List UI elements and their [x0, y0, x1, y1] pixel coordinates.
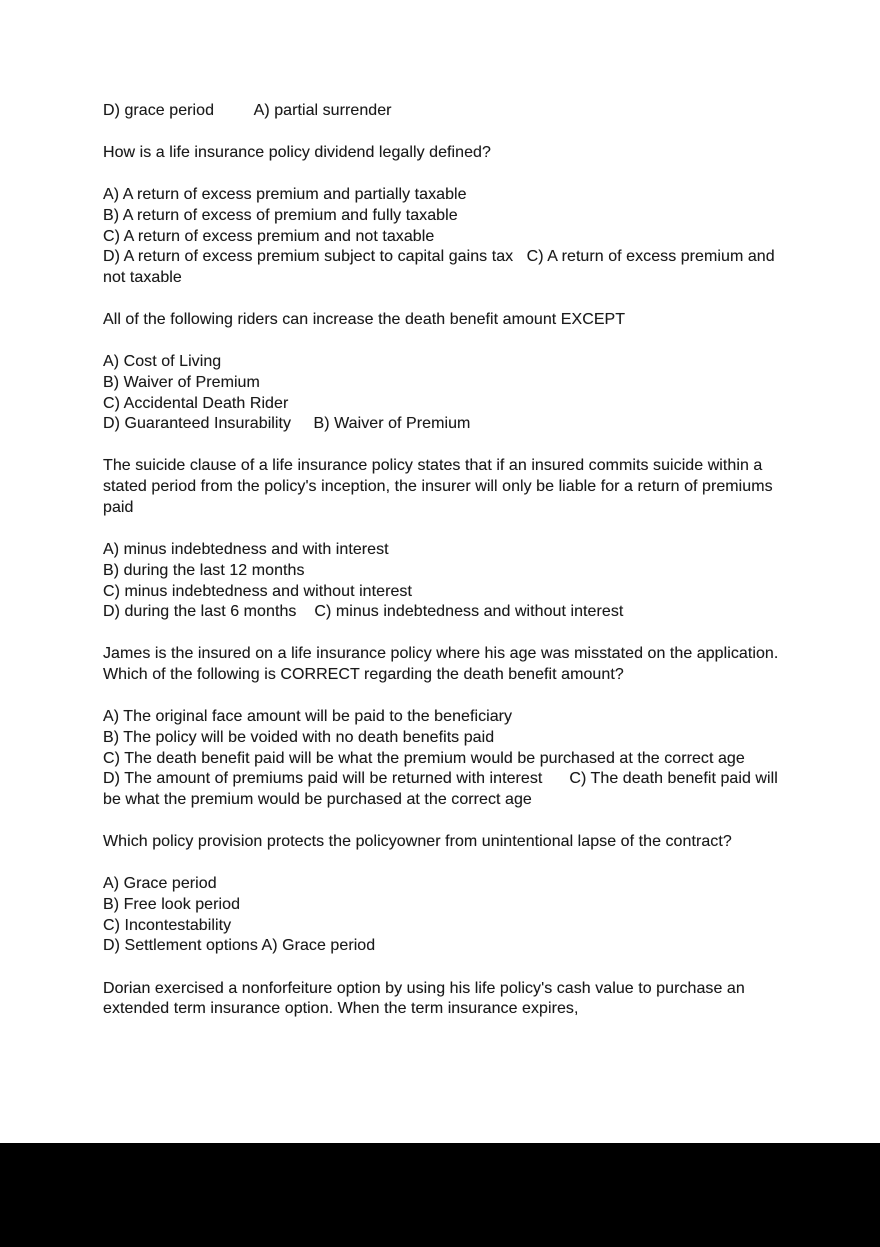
question-dividend-definition — [103, 143, 803, 164]
text-line: B) A return of excess of premium and fully taxable — [103, 206, 458, 224]
text-line: James is the insured on a life insurance policy where his age was misstated on the application. — [103, 645, 779, 663]
text-line: A) Grace period — [103, 875, 217, 893]
options-dividend-definition — [103, 185, 803, 289]
question-suicide-clause — [103, 456, 803, 518]
text-line: Which of the following is CORRECT regarding the death benefit amount? — [103, 666, 624, 684]
text-line: not taxable — [103, 269, 182, 287]
options-misstated-age — [103, 707, 803, 811]
options-suicide-clause — [103, 540, 803, 623]
question-nonforfeiture-extended-term — [103, 979, 803, 1021]
text-line: B) Waiver of Premium — [103, 373, 260, 391]
text-line: C) Incontestability — [103, 916, 232, 934]
orphan-answers-line — [103, 101, 803, 122]
text-line: C) Accidental Death Rider — [103, 394, 289, 412]
text-line: Dorian exercised a nonforfeiture option by using his life policy's cash value to purchase an — [103, 979, 745, 997]
text-line: A) Cost of Living — [103, 353, 222, 371]
document-content — [103, 101, 803, 1041]
text-line: A) The original face amount will be paid to the beneficiary — [103, 708, 513, 726]
text-line: D) grace period A) partial surrender — [103, 102, 392, 119]
text-line: C) The death benefit paid will be what the premium would be purchased at the correct age — [103, 749, 745, 767]
text-line: D) during the last 6 months C) minus indebtedness and without interest — [103, 603, 624, 621]
text-line: All of the following riders can increase the death benefit amount EXCEPT — [103, 311, 626, 329]
text-line: D) Settlement options A) Grace period — [103, 937, 376, 955]
options-riders-death-benefit — [103, 352, 803, 435]
text-line: How is a life insurance policy dividend legally defined? — [103, 144, 491, 162]
options-unintentional-lapse — [103, 874, 803, 957]
text-line: D) The amount of premiums paid will be returned with interest C) The death benefit paid will — [103, 770, 778, 788]
text-line: D) A return of excess premium subject to capital gains tax C) A return of excess premium and — [103, 248, 775, 266]
text-line: B) during the last 12 months — [103, 561, 305, 579]
text-line: C) minus indebtedness and without interest — [103, 582, 412, 600]
text-line: B) Free look period — [103, 895, 241, 913]
text-line: A) A return of excess premium and partially taxable — [103, 186, 467, 204]
text-line: paid — [103, 498, 134, 516]
text-line: A) minus indebtedness and with interest — [103, 541, 389, 559]
question-misstated-age — [103, 644, 803, 686]
text-line: B) The policy will be voided with no death benefits paid — [103, 728, 495, 746]
text-line: stated period from the policy's inception, the insurer will only be liable for a return of premiums — [103, 478, 773, 496]
text-line: be what the premium would be purchased at the correct age — [103, 791, 532, 809]
text-line: C) A return of excess premium and not taxable — [103, 227, 435, 245]
question-riders-death-benefit — [103, 310, 803, 331]
question-unintentional-lapse — [103, 832, 803, 853]
text-line: Which policy provision protects the policyowner from unintentional lapse of the contract? — [103, 833, 732, 851]
text-line: D) Guaranteed Insurability B) Waiver of Premium — [103, 415, 471, 433]
text-line: The suicide clause of a life insurance policy states that if an insured commits suicide within a — [103, 457, 763, 475]
footer-black-bar — [0, 1143, 880, 1247]
text-line: extended term insurance option. When the term insurance expires, — [103, 1000, 579, 1018]
